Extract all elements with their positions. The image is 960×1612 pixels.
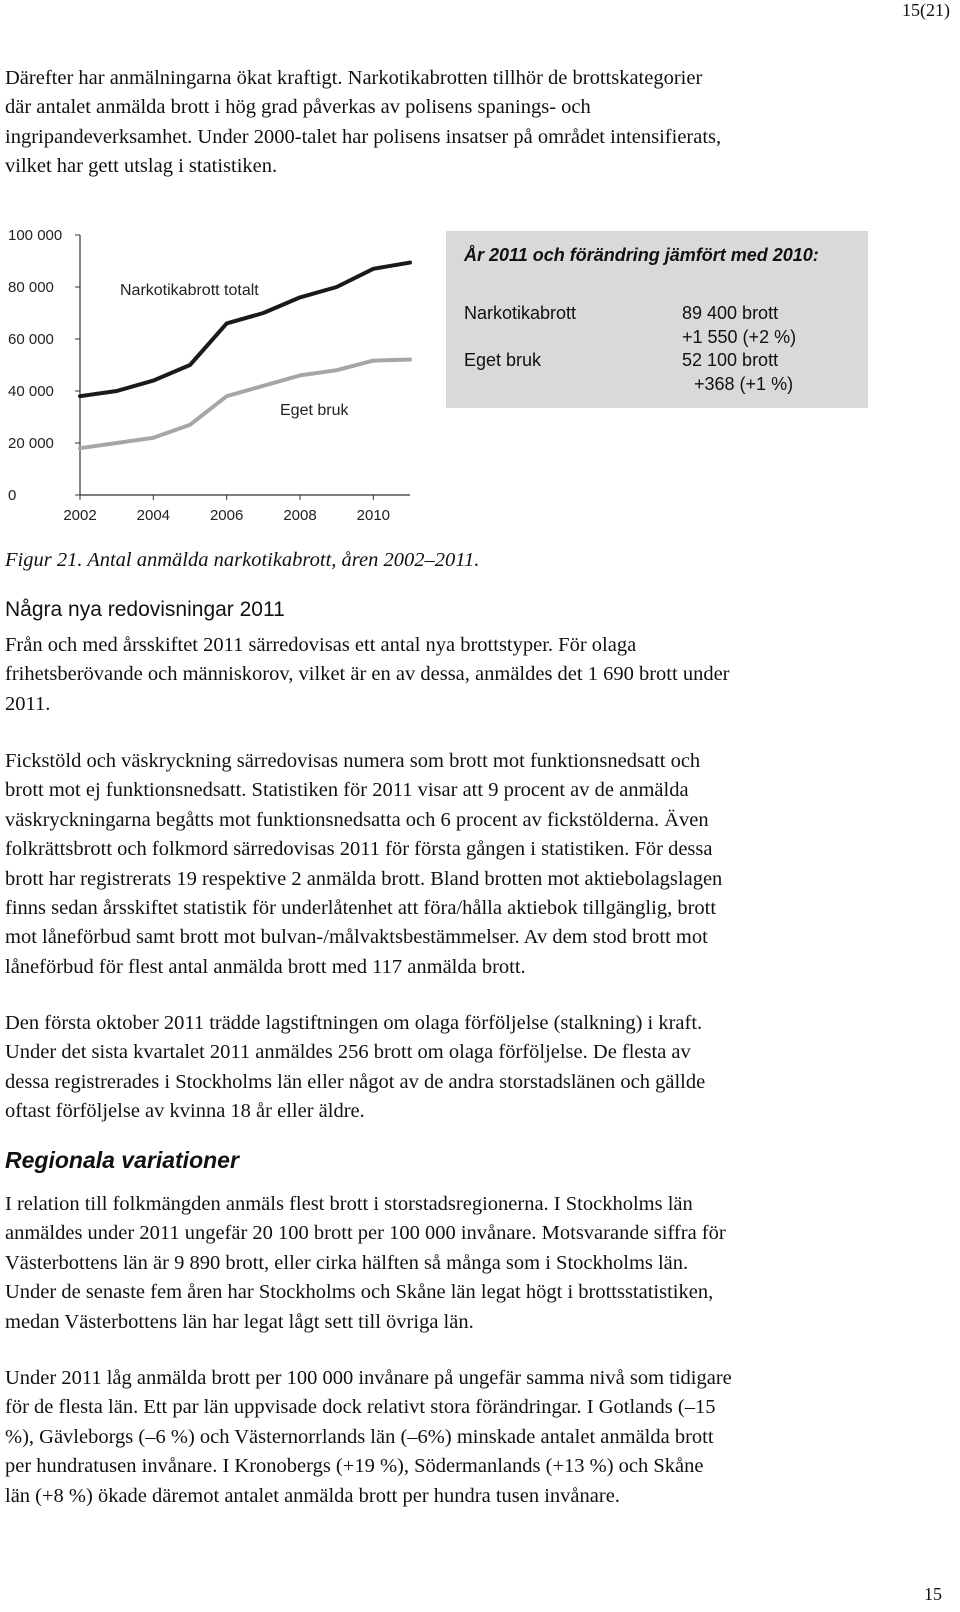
intro-paragraph: Därefter har anmälningarna ökat kraftigt. Narkotikabrotten tillhör de brottskategorier där antalet anmälda brott i hög grad påverkas av polisens spanings- och ingripandeverksamhet. Under 2000-talet har polisens insatser på området intensifierats, vilket har gett utslag i statistiken. [5,67,722,178]
summary-value-narkotikabrott: 89 400 brott [682,303,779,323]
y-tick-label: 0 [8,487,17,504]
subheading-new-reporting: Några nya redovisningar 2011 [5,598,285,621]
page-number-top: 15(21) [902,0,950,20]
y-tick-label: 100 000 [8,227,63,244]
paragraph-new-2: Fickstöld och väskryckning särredovisas numera som brott mot funktionsnedsatt och brott mot ej funktionsnedsatt. Statistiken för 2011 visar att 9 procent av de anmälda väskryckningarna begåtts mot funktionsnedsatta och 6 procent av fickstölderna. Även folkrättsbrott och folkmord särredovisas 2011 för första gången i statistiken. För dessa brott har registrerats 19 respektive 2 anmälda brott. Bland brotten mot aktiebolagslagen finns sedan årsskiftet statistik för underlåtenhet att föra/hålla aktiebok tillgänglig, brott mot låneförbud samt brott mot bulvan-/målvaktsbestämmelser. Av dem stod brott mot låneförbud för flest antal anmälda brott med 117 anmälda brott. [5,750,723,978]
y-tick-label: 60 000 [8,331,54,348]
x-tick-label: 2004 [136,507,171,524]
summary-label-eget-bruk: Eget bruk [464,350,542,370]
paragraph-new-1: Från och med årsskiftet 2011 särredovisas ett antal nya brottstyper. För olaga frihetsberövande och människorov, vilket är en av dessa, anmäldes det 1 690 brott under 2011. [5,634,730,715]
section-heading-regional: Regionala variationer [5,1147,239,1173]
page-number-bottom: 15 [924,1584,942,1604]
x-tick-label: 2002 [63,507,97,524]
figure-caption: Figur 21. Antal anmälda narkotikabrott, åren 2002–2011. [5,549,480,571]
summary-box [446,231,868,408]
y-tick-label: 80 000 [8,279,54,296]
summary-title: År 2011 och förändring jämfört med 2010: [464,245,819,265]
x-tick-label: 2008 [283,507,317,524]
series-line-eget-bruk [80,360,410,449]
summary-value-eget-bruk: 52 100 brott [682,350,779,370]
summary-change-eget-bruk: +368 (+1 %) [694,374,794,394]
chart-ticks [8,227,390,524]
paragraph-regional-1: I relation till folkmängden anmäls flest brott i storstadsregionerna. I Stockholms län anmäldes under 2011 ungefär 20 100 brott per 100 000 invånare. Motsvarande siffra för Västerbottens län är 9 890 brott, eller cirka hälften så många som i Stockholms län. Under de senaste fem åren har Stockholms och Skåne län legat högt i brottsstatistiken, medan Västerbottens län har legat lågt sett till övriga län. [5,1193,726,1333]
paragraph-regional-2: Under 2011 låg anmälda brott per 100 000 invånare på ungefär samma nivå som tidigare för de flesta län. Ett par län uppvisade dock relativt stora förändringar. I Gotlands (–15 %), Gävleborgs (–6 %) och Västernorrlands län (–6%) minskade antalet anmälda brott per hundratusen invånare. I Kronobergs (+19 %), Södermanlands (+13 %) och Skåne län (+8 %) ökade däremot antalet anmälda brott per hundra tusen invånare. [5,1367,732,1507]
narcotics-line-chart [0,220,440,530]
y-tick-label: 20 000 [8,435,54,452]
y-tick-label: 40 000 [8,383,54,400]
x-tick-label: 2006 [209,507,244,524]
x-tick-label: 2010 [356,507,391,524]
summary-label-narkotikabrott: Narkotikabrott [464,303,577,323]
paragraph-new-3: Den första oktober 2011 trädde lagstiftningen om olaga förföljelse (stalkning) i kraft. Under det sista kvartalet 2011 anmäldes 256 brott om olaga förföljelse. De flesta av dessa registrerades i Stockholms län eller något av de andra storstadslänen och gällde oftast förföljelse av kvinna 18 år eller äldre. [5,1012,706,1123]
series-label-total: Narkotikabrott totalt [120,282,259,299]
series-label-eget-bruk: Eget bruk [280,402,349,419]
summary-change-narkotikabrott: +1 550 (+2 %) [682,327,797,347]
